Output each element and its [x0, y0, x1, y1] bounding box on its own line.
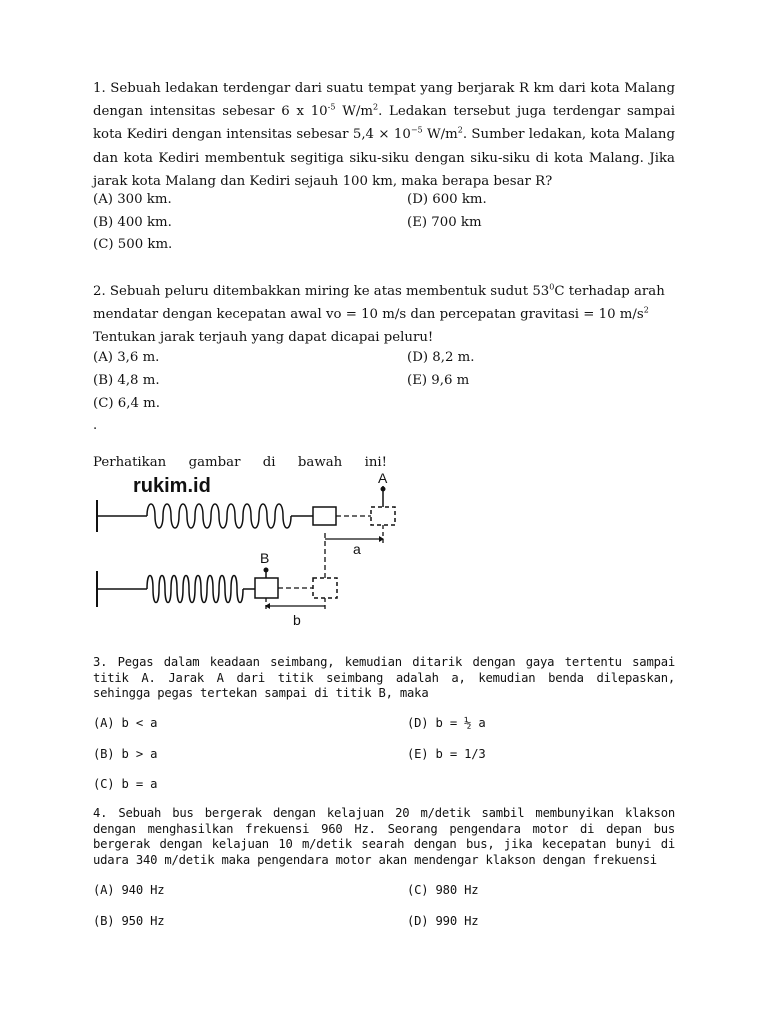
q3-option-a: (A) b < a: [93, 716, 158, 730]
q1-option-d: (D) 600 km.: [407, 192, 487, 207]
intro-word-4: bawah: [297, 455, 343, 470]
q1-text-a: 1. Sebuah ledakan terdengar dari suatu tempat yang berjarak R km dari kota Malang dengan intensitas sebesar 6 x 10: [93, 81, 675, 120]
q2-degree: 0: [549, 282, 555, 292]
question-2-text: [93, 280, 675, 349]
label-point-b: B: [260, 550, 270, 566]
intro-word-5: ini!: [364, 455, 387, 470]
label-point-a: A: [378, 470, 388, 486]
q2-option-c: (C) 6,4 m.: [93, 396, 160, 411]
q1-square-2: 2: [457, 125, 463, 135]
top-displaced-block: [371, 507, 395, 525]
spring-diagram: [93, 470, 403, 632]
intro-word-3: di: [262, 455, 276, 470]
top-spring-coil: [147, 504, 291, 528]
q3-option-d: (D) b = ½ a: [407, 716, 486, 730]
q1-option-b: (B) 400 km.: [93, 215, 172, 230]
point-a-dot: [381, 487, 386, 492]
q1-option-c: (C) 500 km.: [93, 237, 173, 252]
q4-option-d: (D) 990 Hz: [407, 914, 479, 928]
q1-exponent-2: −5: [410, 125, 423, 135]
top-mass-block: [313, 507, 336, 525]
q1-text-b: W/m: [335, 104, 373, 120]
q1-exponent-1: -5: [327, 102, 336, 112]
q4-option-b: (B) 950 Hz: [93, 914, 165, 928]
q3-option-b: (B) b > a: [93, 747, 158, 761]
point-b-dot: [264, 568, 269, 573]
question-3-text: 3. Pegas dalam keadaan seimbang, kemudian ditarik dengan gaya tertentu sampai titik A. Jarak A dari titik seimbang adalah a, kemudian benda dilepaskan, sehingga pegas tertekan sampai di titik B, maka: [93, 655, 675, 700]
q1-option-a: (A) 300 km.: [93, 192, 172, 207]
q3-option-c: (C) b = a: [93, 777, 158, 791]
q1-text-c: . Ledakan tersebut juga terdengar sampai kota Kediri dengan intensitas sebesar 5,4 × 10: [93, 104, 676, 143]
q4-option-a: (A) 940 Hz: [93, 883, 165, 897]
question-1-text: [93, 77, 675, 193]
figure-intro: [93, 455, 387, 470]
stray-dot: .: [93, 418, 98, 433]
question-4-text: 4. Sebuah bus bergerak dengan kelajuan 20 m/detik sambil membunyikan klakson dengan menghasilkan frekuensi 960 Hz. Seorang pengendara motor di depan bus bergerak dengan kelajuan 10 m/detik searah dengan bus, jika kecepatan bunyi di udara 340 m/detik maka pengendara motor akan mendengar klakson dengan frekuensi: [93, 806, 675, 867]
q1-text-e: . Sumber ledakan, kota Malang dan kota Kediri membentuk segitiga siku-siku dengan siku-siku di kota Malang. Jika jarak kota Malang dan Kediri sejauh 100 km, maka berapa besar R?: [93, 127, 676, 189]
q3-option-e: (E) b = 1/3: [407, 747, 486, 761]
q2-option-b: (B) 4,8 m.: [93, 373, 160, 388]
q2-option-d: (D) 8,2 m.: [407, 350, 475, 365]
watermark-text: rukim.id: [133, 475, 211, 497]
q4-option-c: (C) 980 Hz: [407, 883, 479, 897]
q2-option-e: (E) 9,6 m: [407, 373, 470, 388]
q2-text-b: C terhadap arah mendatar dengan kecepatan awal vo = 10 m/s dan percepatan gravitasi = 10 m/s: [93, 284, 665, 322]
label-distance-a: a: [353, 541, 361, 557]
q2-square: 2: [643, 305, 649, 315]
bottom-equilibrium-block: [313, 578, 337, 598]
intro-word-2: gambar: [188, 455, 241, 470]
q1-square-1: 2: [372, 102, 379, 112]
q1-option-e: (E) 700 km: [407, 215, 482, 230]
bottom-mass-block: [255, 578, 278, 598]
q2-option-a: (A) 3,6 m.: [93, 350, 160, 365]
label-distance-b: b: [293, 612, 301, 628]
q2-text-c: Tentukan jarak terjauh yang dapat dicapai peluru!: [93, 330, 434, 345]
q1-text-d: W/m: [422, 127, 458, 143]
q2-text-a: 2. Sebuah peluru ditembakkan miring ke atas membentuk sudut 53: [93, 284, 550, 299]
intro-word-1: Perhatikan: [93, 455, 167, 470]
bottom-spring-coil: [147, 576, 243, 603]
